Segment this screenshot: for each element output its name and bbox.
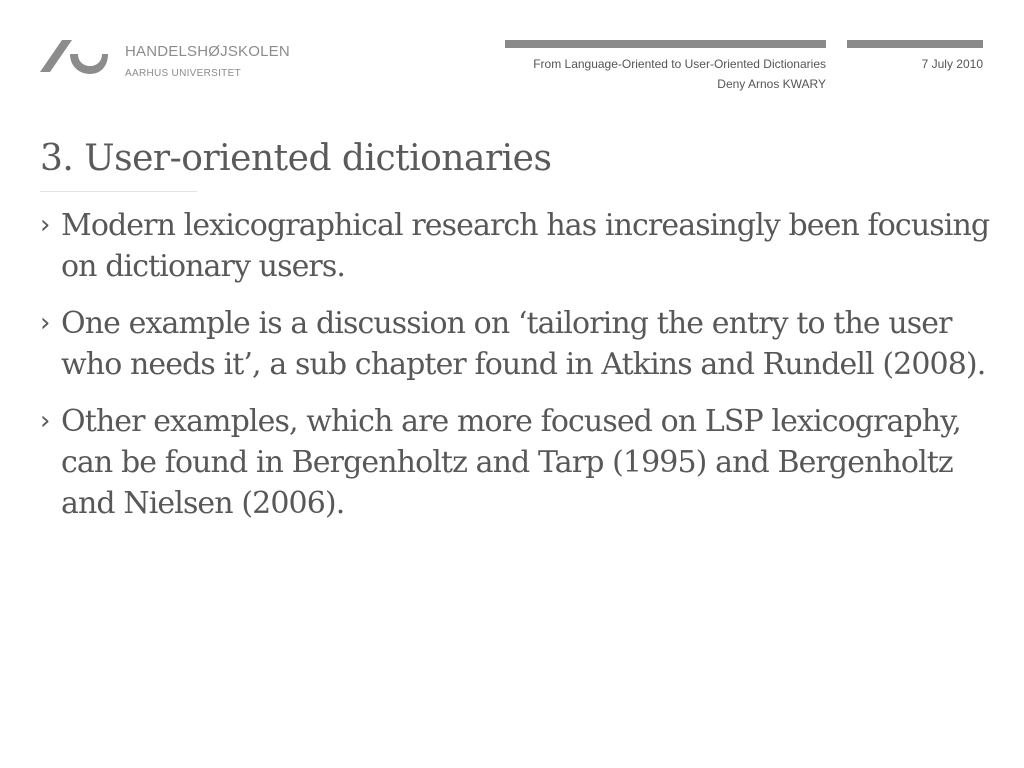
- org-name: HANDELSHØJSKOLEN: [125, 43, 290, 60]
- org-subtitle: AARHUS UNIVERSITET: [125, 68, 241, 79]
- presentation-date: 7 July 2010: [921, 57, 983, 71]
- presentation-title: From Language-Oriented to User-Oriented Dictionaries: [533, 57, 826, 71]
- title-divider: [40, 191, 197, 192]
- bullet-item: [40, 205, 990, 287]
- bullet-item: [40, 303, 990, 385]
- aarhus-university-logo-icon: [40, 40, 110, 76]
- bullet-marker-icon: ›: [40, 210, 50, 240]
- presentation-author: Deny Arnos KWARY: [717, 77, 826, 91]
- bullet-text: Other examples, which are more focused on LSP lexicography, can be found in Bergenholtz and Tarp (1995) and Bergenholtz and Nielsen (2006).: [61, 404, 961, 521]
- bullet-text: One example is a discussion on ‘tailoring the entry to the user who needs it’, a sub chapter found in Atkins and Rundell (2008).: [61, 306, 986, 382]
- header-bar-title: [505, 40, 826, 48]
- bullet-list: [40, 205, 990, 540]
- bullet-item: [40, 401, 990, 524]
- slide-title: 3. User-oriented dictionaries: [40, 138, 552, 179]
- bullet-marker-icon: ›: [40, 406, 50, 436]
- logo-graphic: [40, 40, 110, 76]
- bullet-marker-icon: ›: [40, 308, 50, 338]
- header-bar-date: [847, 40, 983, 48]
- bullet-text: Modern lexicographical research has increasingly been focusing on dictionary users.: [61, 208, 990, 284]
